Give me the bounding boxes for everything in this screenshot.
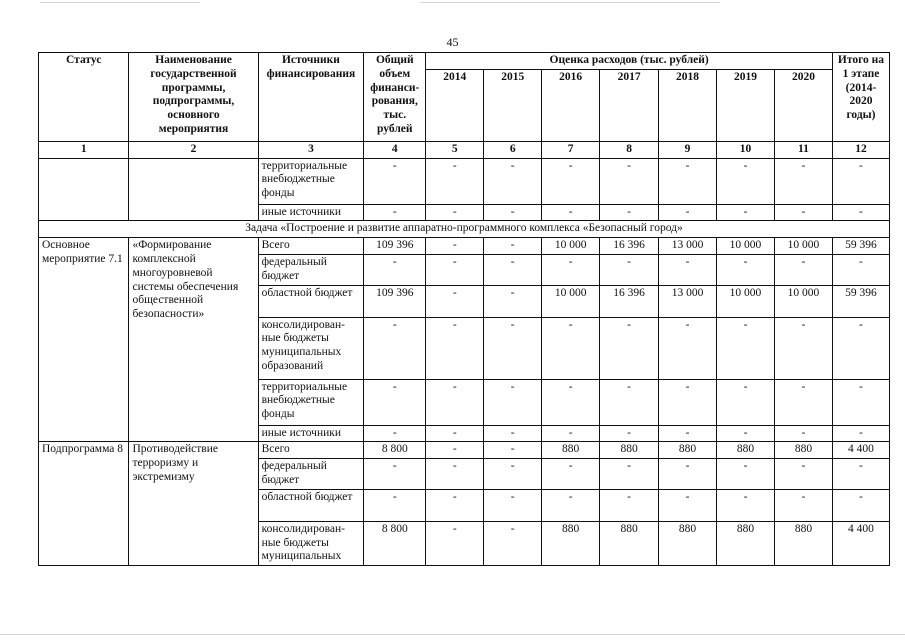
value-cell: -: [600, 158, 659, 204]
value-cell: -: [659, 254, 717, 285]
value-cell: 8 800: [364, 521, 426, 565]
value-cell: -: [659, 317, 717, 379]
value-cell: -: [600, 425, 659, 442]
header-year: 2019: [717, 69, 775, 141]
value-cell: -: [364, 254, 426, 285]
value-cell: -: [484, 317, 542, 379]
column-number: 7: [542, 141, 600, 158]
value-cell: -: [542, 489, 600, 521]
source-cell: Всего: [258, 238, 364, 255]
header-estimate: Оценка расходов (тыс. рублей): [426, 53, 833, 70]
value-cell: -: [426, 254, 484, 285]
value-cell: -: [717, 489, 775, 521]
value-cell: -: [484, 254, 542, 285]
value-cell: -: [832, 459, 889, 490]
value-cell: -: [659, 425, 717, 442]
name-cell: Противодействие терроризму и экстремизму: [129, 442, 258, 566]
column-number: 8: [600, 141, 659, 158]
value-cell: -: [717, 425, 775, 442]
value-cell: 10 000: [774, 238, 832, 255]
value-cell: -: [774, 204, 832, 221]
value-cell: -: [484, 425, 542, 442]
value-cell: -: [774, 425, 832, 442]
value-cell: -: [774, 459, 832, 490]
value-cell: -: [484, 442, 542, 459]
header-year: 2015: [484, 69, 542, 141]
value-cell: -: [364, 489, 426, 521]
source-cell: Всего: [258, 442, 364, 459]
value-cell: -: [832, 425, 889, 442]
value-cell: -: [542, 317, 600, 379]
value-cell: -: [717, 204, 775, 221]
value-cell: 880: [600, 442, 659, 459]
value-cell: -: [542, 158, 600, 204]
value-cell: 13 000: [659, 238, 717, 255]
value-cell: -: [774, 158, 832, 204]
value-cell: -: [717, 379, 775, 425]
value-cell: -: [426, 317, 484, 379]
value-cell: -: [542, 379, 600, 425]
value-cell: 8 800: [364, 442, 426, 459]
value-cell: -: [659, 459, 717, 490]
header-year: 2017: [600, 69, 659, 141]
task-row: [39, 221, 890, 238]
value-cell: -: [832, 204, 889, 221]
status-cell-empty: [39, 158, 129, 221]
header-name: Наименование государственной программы, подпрограммы, основного мероприятия: [129, 53, 258, 142]
value-cell: -: [426, 158, 484, 204]
source-cell: областной бюджет: [258, 489, 364, 521]
value-cell: 880: [717, 521, 775, 565]
value-cell: -: [600, 379, 659, 425]
source-cell: территориальные внебюджетные фонды: [258, 379, 364, 425]
value-cell: -: [426, 459, 484, 490]
column-number-row: [39, 141, 890, 158]
value-cell: -: [717, 158, 775, 204]
source-cell: иные источники: [258, 425, 364, 442]
source-cell: консолидирован-ные бюджеты муниципальных образований: [258, 317, 364, 379]
header-year: 2014: [426, 69, 484, 141]
value-cell: -: [717, 254, 775, 285]
source-cell: областной бюджет: [258, 285, 364, 317]
source-cell: федеральный бюджет: [258, 254, 364, 285]
value-cell: 880: [659, 442, 717, 459]
value-cell: -: [659, 489, 717, 521]
value-cell: -: [600, 254, 659, 285]
table-row: [39, 442, 890, 459]
value-cell: -: [774, 379, 832, 425]
header-stage-total: Итого на 1 этапе (2014-2020 годы): [832, 53, 889, 142]
column-number: 4: [364, 141, 426, 158]
source-cell: территориальные внебюджетные фонды: [258, 158, 364, 204]
table-row: [39, 238, 890, 255]
header-year: 2016: [542, 69, 600, 141]
value-cell: -: [542, 254, 600, 285]
value-cell: -: [426, 442, 484, 459]
value-cell: 880: [659, 521, 717, 565]
value-cell: -: [717, 317, 775, 379]
value-cell: -: [542, 459, 600, 490]
value-cell: -: [600, 317, 659, 379]
value-cell: -: [426, 379, 484, 425]
value-cell: -: [832, 489, 889, 521]
value-cell: -: [364, 459, 426, 490]
value-cell: 10 000: [542, 238, 600, 255]
value-cell: 59 396: [832, 238, 889, 255]
value-cell: 59 396: [832, 285, 889, 317]
name-cell-empty: [129, 158, 258, 221]
status-cell: Подпрограмма 8: [39, 442, 129, 566]
value-cell: 13 000: [659, 285, 717, 317]
value-cell: -: [774, 317, 832, 379]
value-cell: 109 396: [364, 238, 426, 255]
table-row: [39, 158, 890, 204]
value-cell: -: [426, 425, 484, 442]
value-cell: -: [542, 204, 600, 221]
column-number: 11: [774, 141, 832, 158]
value-cell: 109 396: [364, 285, 426, 317]
value-cell: 880: [542, 521, 600, 565]
value-cell: -: [426, 238, 484, 255]
header-status: Статус: [39, 53, 129, 142]
value-cell: -: [659, 158, 717, 204]
value-cell: -: [717, 459, 775, 490]
value-cell: -: [426, 521, 484, 565]
value-cell: -: [484, 204, 542, 221]
column-number: 6: [484, 141, 542, 158]
value-cell: -: [484, 459, 542, 490]
value-cell: -: [364, 204, 426, 221]
value-cell: -: [484, 489, 542, 521]
column-number: 12: [832, 141, 889, 158]
source-cell: консолидирован-ные бюджеты муниципальных: [258, 521, 364, 565]
source-cell: иные источники: [258, 204, 364, 221]
value-cell: -: [364, 379, 426, 425]
value-cell: 10 000: [717, 238, 775, 255]
value-cell: -: [774, 489, 832, 521]
value-cell: 880: [542, 442, 600, 459]
page-number: 45: [446, 35, 459, 49]
value-cell: 10 000: [774, 285, 832, 317]
header-year: 2018: [659, 69, 717, 141]
value-cell: -: [542, 425, 600, 442]
scan-artifact-line: [420, 2, 720, 3]
name-cell: «Формирование комплексной многоуровневой системы обеспечения общественной безопасности»: [129, 238, 258, 442]
value-cell: -: [484, 379, 542, 425]
table-body: [39, 158, 890, 566]
source-cell: федеральный бюджет: [258, 459, 364, 490]
value-cell: 10 000: [542, 285, 600, 317]
value-cell: 880: [600, 521, 659, 565]
value-cell: 880: [717, 442, 775, 459]
value-cell: -: [484, 158, 542, 204]
column-number: 5: [426, 141, 484, 158]
column-number: 10: [717, 141, 775, 158]
value-cell: -: [484, 285, 542, 317]
value-cell: -: [832, 317, 889, 379]
budget-table: [38, 52, 890, 566]
value-cell: 4 400: [832, 442, 889, 459]
task-title: Задача «Построение и развитие аппаратно-программного комплекса «Безопасный город»: [39, 221, 890, 238]
value-cell: -: [832, 379, 889, 425]
header-year: 2020: [774, 69, 832, 141]
value-cell: -: [600, 489, 659, 521]
column-number: 1: [39, 141, 129, 158]
header-sources: Источники финансирования: [258, 53, 364, 142]
value-cell: 880: [774, 442, 832, 459]
value-cell: -: [364, 425, 426, 442]
scan-artifact-line: [0, 634, 905, 635]
value-cell: 880: [774, 521, 832, 565]
value-cell: -: [659, 379, 717, 425]
status-cell: Основное мероприятие 7.1: [39, 238, 129, 442]
value-cell: 10 000: [717, 285, 775, 317]
value-cell: -: [364, 317, 426, 379]
value-cell: -: [484, 238, 542, 255]
header-total-volume: Общий объем финанси-рования, тыс. рублей: [364, 53, 426, 142]
value-cell: -: [426, 204, 484, 221]
value-cell: -: [774, 254, 832, 285]
value-cell: -: [832, 158, 889, 204]
value-cell: 4 400: [832, 521, 889, 565]
value-cell: -: [484, 521, 542, 565]
column-number: 9: [659, 141, 717, 158]
column-number: 3: [258, 141, 364, 158]
scan-artifact-line: [40, 2, 200, 3]
value-cell: -: [426, 285, 484, 317]
column-number: 2: [129, 141, 258, 158]
value-cell: 16 396: [600, 285, 659, 317]
value-cell: -: [832, 254, 889, 285]
value-cell: -: [364, 158, 426, 204]
value-cell: 16 396: [600, 238, 659, 255]
value-cell: -: [600, 204, 659, 221]
value-cell: -: [659, 204, 717, 221]
value-cell: -: [426, 489, 484, 521]
value-cell: -: [600, 459, 659, 490]
